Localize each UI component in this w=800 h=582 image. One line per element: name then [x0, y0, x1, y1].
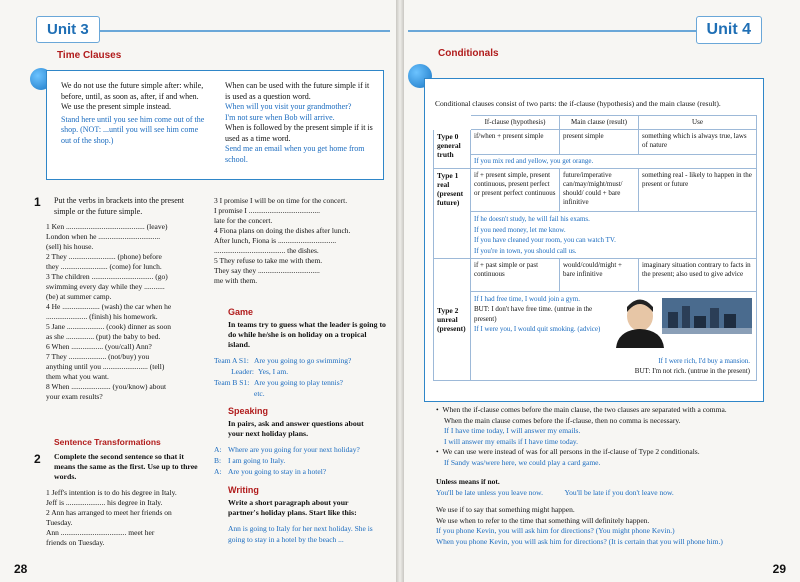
right-page — [402, 0, 800, 582]
table-row-type0 — [434, 130, 757, 155]
type2-ex: If I had free time, I would join a gym. — [474, 295, 580, 303]
ex1-items — [46, 222, 206, 402]
sentence-transformations-heading: Sentence Transformations — [54, 437, 161, 447]
type0-label: Type 0 general truth — [434, 130, 471, 169]
header-if-clause: If-clause (hypothesis) — [471, 116, 560, 130]
type0-main: present simple — [560, 130, 639, 155]
rule-2-ex2: I'm not sure when Bob will arrive. — [225, 112, 335, 122]
unit-label-right: Unit 4 — [696, 16, 762, 44]
ex1-line: swimming every day while they ........... — [46, 282, 165, 291]
table-row-type2-examples — [434, 292, 757, 381]
type2-ex: BUT: I don't have free time. (untrue in the present) — [474, 305, 593, 323]
table-row-type1-examples — [434, 212, 757, 259]
ex1-line: 1 Ken .......................................... (leave) — [46, 222, 168, 231]
header-use: Use — [639, 116, 757, 130]
man-icon — [612, 298, 752, 348]
type1-ex: If you need money, let me know. — [474, 225, 566, 234]
ex2-line: 1 Jeff's intention is to do his degree in Italy. — [46, 488, 177, 497]
ex1-line: 2 They ......................... (phone) before — [46, 252, 162, 261]
ex2c-line: 5 They refuse to take me with them. — [214, 256, 323, 265]
type1-main: future/imperative can/may/might/must/ should/ could + bare infinitive — [560, 169, 639, 212]
type1-examples — [471, 212, 757, 259]
ex1-line: anything until you ........................ (tell) — [46, 362, 165, 371]
header-rule-left — [100, 30, 390, 32]
conditionals-table — [433, 115, 757, 381]
conditionals-box — [424, 78, 764, 402]
ex2c-line: 3 I promise I will be on time for the concert. — [214, 196, 348, 205]
rule-3-ex: Send me an email when you get home from school. — [225, 144, 365, 164]
note-line: If I have time today, I will answer my emails. — [444, 426, 581, 435]
type2-ex2: BUT: I'm not rich. (untrue in the present) — [634, 367, 750, 375]
table-row-type0-example — [434, 155, 757, 169]
ex1-line: as she ............... (put) the baby to bed. — [46, 332, 161, 341]
section-title-left: Time Clauses — [57, 50, 122, 61]
ex2c-line: 4 Fiona plans on doing the dishes after lunch. — [214, 226, 351, 235]
type2-ex: If I were you, I would quit smoking. (advice) — [474, 325, 601, 333]
conditionals-intro: Conditional clauses consist of two parts: the if-clause (hypothesis) and the main clause (result). — [435, 99, 721, 108]
type1-ex: If you have cleaned your room, you can watch TV. — [474, 236, 616, 244]
ex2c-line: I promise I ...................................... — [214, 206, 321, 215]
unless-examples — [436, 488, 776, 499]
ex2-line: Tuesday. — [46, 518, 73, 527]
dialog-line: Team B S1: Are you going to play tennis? — [214, 378, 343, 387]
ex1-line: them what you want. — [46, 372, 109, 381]
if-when-line: If you phone Kevin, you will ask him for directions? (You might phone Kevin.) — [436, 526, 675, 535]
rule-1: We do not use the future simple after: while, before, until, as soon as, after, if and when. We use the present simple instead. — [61, 81, 204, 111]
table-header-row — [434, 116, 757, 130]
rule-2-ex1: When will you visit your grandmother? — [225, 102, 352, 111]
type2-label: Type 2 unreal (present) — [434, 259, 471, 381]
type0-use: something which is always true, laws of nature — [639, 130, 757, 155]
type2-main: would/could/might + bare infinitive — [560, 259, 639, 292]
dialog-line: etc. — [254, 389, 265, 398]
ex2c-line: They say they ................................. — [214, 266, 320, 275]
speak-line: A: Are you going to stay in a hotel? — [214, 467, 327, 476]
ex2c-line: late for the concert. — [214, 216, 273, 225]
if-when-line: When you phone Kevin, you will ask him for directions? (It is certain that you will phone him.) — [436, 536, 723, 546]
header-rule-right — [408, 30, 708, 32]
rule-1-example: Stand here until you see him come out of the shop. (NOT: ...until you will see him come out of the shop.) — [61, 114, 205, 145]
writing-text: Write a short paragraph about your partner's holiday plans. Start like this: — [228, 498, 357, 517]
ex1-line: 4 He .................... (wash) the car when he — [46, 302, 172, 311]
ex1-instruction: Put the verbs in brackets into the present simple or the future simple. — [54, 196, 184, 216]
ex1-line: (sell) his house. — [46, 242, 94, 251]
unit-label-left: Unit 3 — [36, 16, 100, 43]
ex2-line: friends on Tuesday. — [46, 538, 105, 547]
if-when-line: We use when to refer to the time that something will definitely happen. — [436, 515, 650, 525]
type2-if: if + past simple or past continuous — [471, 259, 560, 292]
unless-rule: Unless means if not. — [436, 477, 500, 486]
ex1-line: 3 The children ................................. (go) — [46, 272, 168, 281]
game-heading: Game — [228, 307, 254, 317]
note-line: If Sandy was/were here, we could play a card game. — [444, 457, 601, 467]
illustration-man-city — [612, 298, 752, 348]
if-when-notes — [436, 505, 782, 547]
table-row-type1 — [434, 169, 757, 212]
type0-example: If you mix red and yellow, you get orange. — [471, 155, 757, 169]
ex1-line: they ......................... (come) for lunch. — [46, 262, 162, 271]
ex2-continued — [214, 196, 386, 286]
speaking-heading: Speaking — [228, 406, 269, 416]
type1-use: something real - likely to happen in the present or future — [639, 169, 757, 212]
page-number-right: 29 — [772, 562, 786, 576]
type2-examples-2 — [635, 356, 750, 376]
game-text: In teams try to guess what the leader is going to do while he/she is on holiday on a tropical island. — [228, 320, 386, 349]
type1-if: if + present simple, present continuous, present perfect or present perfect continuous — [471, 169, 560, 212]
unless-ex: You'll be late unless you leave now. — [436, 488, 543, 497]
ex1-number: 1 — [34, 195, 41, 209]
rule-3: When is followed by the present simple if it is used as a time word. — [225, 123, 373, 143]
ex2c-line: After lunch, Fiona is ............................... — [214, 236, 337, 245]
ex2-items — [46, 488, 206, 548]
unless-ex: You'll be late if you don't leave now. — [564, 488, 674, 497]
speaking-text: In pairs, ask and answer questions about your next holiday plans. — [228, 419, 364, 438]
notes — [436, 405, 776, 468]
type1-ex: If you're in town, you should call us. — [474, 246, 577, 255]
rules-col-b — [225, 81, 375, 165]
left-page — [0, 0, 398, 582]
ex1-line: 7 They .................... (not/buy) you — [46, 352, 150, 361]
page-number-left: 28 — [14, 562, 28, 576]
table-row-type2 — [434, 259, 757, 292]
writing-sample: Ann is going to Italy for her next holiday. She is going to stay in a hotel by the beach ... — [228, 524, 373, 544]
ex1-line: your exam results? — [46, 392, 103, 401]
ex1-line: ...................... (finish) his homework. — [46, 312, 158, 321]
speak-line: B: I am going to Italy. — [214, 456, 286, 465]
dialog-line: Team A S1: Are you going to go swimming? — [214, 356, 352, 365]
note-line: When the main clause comes before the if-clause, then no comma is necessary. — [444, 415, 681, 425]
ex1-line: 8 When ..................... (you/know) about — [46, 382, 167, 391]
note-line: • When the if-clause comes before the main clause, the two clauses are separated with a comma. — [436, 405, 727, 414]
ex2-number: 2 — [34, 452, 41, 466]
ex2c-line: ...................................... the dishes. — [214, 246, 319, 255]
ex1-line: (be) at summer camp. — [46, 292, 112, 301]
game-dialog — [214, 355, 392, 399]
rule-2: When can be used with the future simple if it is used as a question word. — [225, 81, 370, 101]
dialog-line: Leader: Yes, I am. — [231, 367, 289, 376]
speaking-dialog — [214, 444, 392, 477]
type2-ex2: If I were rich, I'd buy a mansion. — [658, 357, 750, 365]
type1-ex: If he doesn't study, he will fail his exams. — [474, 215, 590, 223]
type0-if: if/when + present simple — [471, 130, 560, 155]
ex1-line: 6 When ................. (you/call) Ann? — [46, 342, 152, 351]
note-line: • We can use were instead of was for all persons in the if-clause of Type 2 conditionals. — [436, 447, 700, 456]
ex2-instruction: Complete the second sentence so that it means the same as the first. Use up to three words. — [54, 452, 198, 481]
speak-line: A: Where are you going for your next holiday? — [214, 445, 360, 454]
ex1-line: 5 Jane .................... (cook) dinner as soon — [46, 322, 171, 331]
if-when-line: We use if to say that something might happen. — [436, 505, 575, 514]
rules-box-left — [46, 70, 384, 180]
ex2-line: Ann ................................... meet her — [46, 528, 155, 537]
writing-heading: Writing — [228, 485, 259, 495]
ex1-line: London when he ................................. — [46, 232, 161, 241]
ex2c-line: me with them. — [214, 276, 258, 285]
rules-col-a — [61, 81, 206, 146]
ex2-line: Jeff is ..................... his degree in Italy. — [46, 498, 163, 507]
note-line: I will answer my emails if I have time today. — [444, 436, 579, 446]
header-main-clause: Main clause (result) — [560, 116, 639, 130]
type1-label: Type 1 real (present future) — [434, 169, 471, 259]
type2-use: imaginary situation contrary to facts in the present; also used to give advice — [639, 259, 757, 292]
ex2-line: 2 Ann has arranged to meet her friends on — [46, 508, 172, 517]
type2-examples-cell — [471, 292, 757, 381]
type2-examples — [474, 294, 604, 334]
section-title-right: Conditionals — [438, 48, 499, 59]
